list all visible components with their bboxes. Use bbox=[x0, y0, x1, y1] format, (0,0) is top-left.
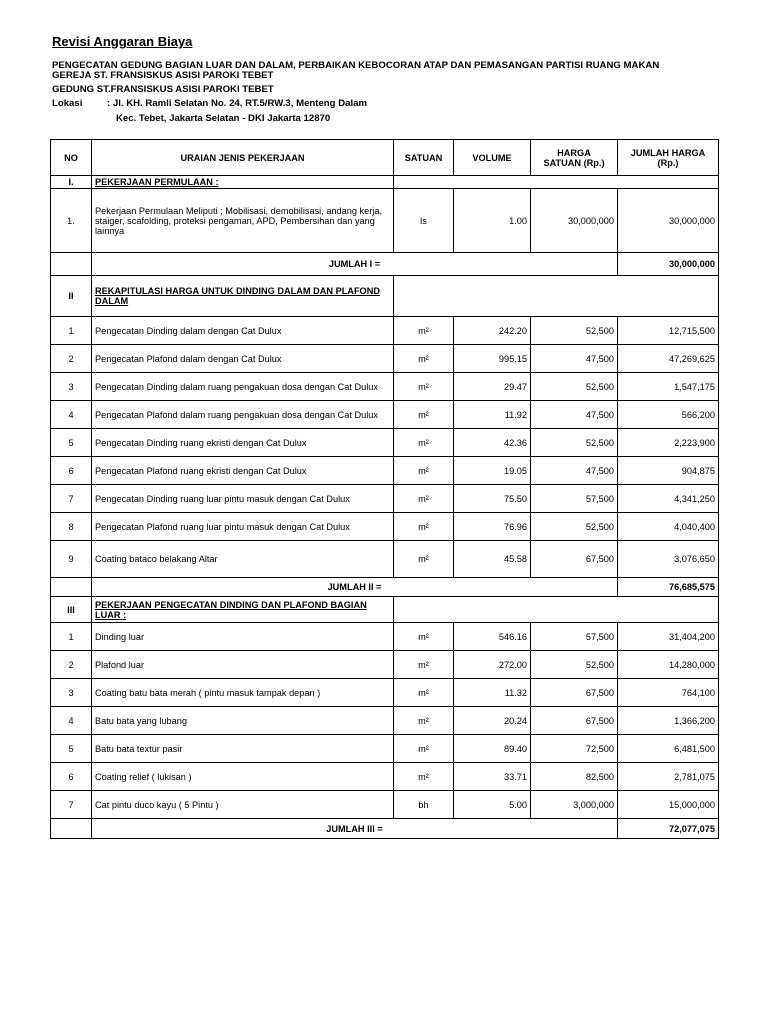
item-total: 3,076,650 bbox=[618, 541, 719, 578]
item-description: Batu bata yang lubang bbox=[92, 707, 394, 735]
item-unit: bh bbox=[394, 791, 454, 819]
section-title-blank bbox=[394, 597, 719, 623]
header-harga-line-2: SATUAN (Rp.) bbox=[543, 157, 605, 168]
item-unit-price: 52,500 bbox=[531, 373, 618, 401]
item-number: 2 bbox=[51, 345, 92, 373]
item-number: 4 bbox=[51, 707, 92, 735]
item-number: 4 bbox=[51, 401, 92, 429]
table-row bbox=[51, 763, 719, 791]
section-number: II bbox=[51, 276, 92, 317]
item-description: Pengecatan Dinding ruang ekristi dengan Cat Dulux bbox=[92, 429, 394, 457]
item-total: 764,100 bbox=[618, 679, 719, 707]
item-description: Pengecatan Plafond ruang luar pintu masuk dengan Cat Dulux bbox=[92, 513, 394, 541]
table-row bbox=[51, 345, 719, 373]
item-unit: m² bbox=[394, 429, 454, 457]
item-volume: 546.16 bbox=[454, 623, 531, 651]
sum-blank bbox=[51, 253, 92, 276]
item-unit-price: 52,500 bbox=[531, 513, 618, 541]
item-description: Pengecatan Plafond dalam dengan Cat Dulux bbox=[92, 345, 394, 373]
section-sum-label: JUMLAH I = bbox=[92, 253, 618, 276]
item-description: Coating batu bata merah ( pintu masuk tampak depan ) bbox=[92, 679, 394, 707]
item-number: 6 bbox=[51, 457, 92, 485]
item-volume: 42.36 bbox=[454, 429, 531, 457]
item-unit-price: 30,000,000 bbox=[531, 189, 618, 253]
section-number: III bbox=[51, 597, 92, 623]
item-unit: m² bbox=[394, 763, 454, 791]
section-title-row bbox=[51, 597, 719, 623]
section-sum-label: JUMLAH II = bbox=[92, 578, 618, 597]
item-volume: 995.15 bbox=[454, 345, 531, 373]
section-title-blank bbox=[394, 276, 719, 317]
table-row bbox=[51, 651, 719, 679]
section-title-row bbox=[51, 176, 719, 189]
project-title-line-1: PENGECATAN GEDUNG BAGIAN LUAR DAN DALAM, PERBAIKAN KEBOCORAN ATAP DAN PEMASANGAN PARTISI RUANG MAKAN bbox=[52, 60, 660, 71]
item-unit-price: 57,500 bbox=[531, 485, 618, 513]
section-title: PEKERJAAN PENGECATAN DINDING DAN PLAFOND BAGIAN LUAR : bbox=[95, 599, 367, 620]
table-row bbox=[51, 513, 719, 541]
item-unit: m² bbox=[394, 735, 454, 763]
item-volume: 19.05 bbox=[454, 457, 531, 485]
item-total: 30,000,000 bbox=[618, 189, 719, 253]
item-unit-price: 52,500 bbox=[531, 651, 618, 679]
item-total: 6,481,500 bbox=[618, 735, 719, 763]
section-title-row bbox=[51, 276, 719, 317]
location-label: Lokasi bbox=[52, 98, 83, 109]
item-unit-price: 67,500 bbox=[531, 679, 618, 707]
table-row bbox=[51, 791, 719, 819]
item-number: 1 bbox=[51, 623, 92, 651]
item-description: Cat pintu duco kayu ( 5 Pintu ) bbox=[92, 791, 394, 819]
table-row bbox=[51, 189, 719, 253]
item-total: 12,715,500 bbox=[618, 317, 719, 345]
item-description: Pengecatan Plafond dalam ruang pengakuan dosa dengan Cat Dulux bbox=[92, 401, 394, 429]
item-unit-price: 47,500 bbox=[531, 345, 618, 373]
item-volume: 75.50 bbox=[454, 485, 531, 513]
item-unit: m² bbox=[394, 541, 454, 578]
budget-table bbox=[50, 139, 719, 839]
item-volume: 1.00 bbox=[454, 189, 531, 253]
header-jumlah-harga bbox=[618, 140, 719, 176]
item-number: 3 bbox=[51, 679, 92, 707]
table-row bbox=[51, 317, 719, 345]
table-row bbox=[51, 485, 719, 513]
location-address-line-2: Kec. Tebet, Jakarta Selatan - DKI Jakarta 12870 bbox=[116, 113, 331, 124]
section-sum-value: 76,685,575 bbox=[618, 578, 719, 597]
item-volume: 242.20 bbox=[454, 317, 531, 345]
item-total: 47,269,625 bbox=[618, 345, 719, 373]
location-address-line-1: : Jl. KH. Ramli Selatan No. 24, RT.5/RW.3, Menteng Dalam bbox=[107, 98, 367, 109]
header-uraian: URAIAN JENIS PEKERJAAN bbox=[92, 140, 394, 176]
section-sum-label: JUMLAH III = bbox=[92, 819, 618, 839]
item-volume: 5.00 bbox=[454, 791, 531, 819]
item-volume: 20.24 bbox=[454, 707, 531, 735]
table-row bbox=[51, 707, 719, 735]
section-title-cell bbox=[92, 597, 394, 623]
item-volume: 45.58 bbox=[454, 541, 531, 578]
item-description: Pekerjaan Permulaan Meliputi ; Mobilisasi, demobilisasi, andang kerja, staiger, scafolding, proteksi pengaman, APD, Pembersihan dan yang lainnya bbox=[92, 189, 394, 253]
header-volume: VOLUME bbox=[454, 140, 531, 176]
item-number: 9 bbox=[51, 541, 92, 578]
item-description: Pengecatan Plafond ruang ekristi dengan Cat Dulux bbox=[92, 457, 394, 485]
item-unit: m² bbox=[394, 317, 454, 345]
item-description: Dinding luar bbox=[92, 623, 394, 651]
item-number: 5 bbox=[51, 429, 92, 457]
section-title-cell bbox=[92, 276, 394, 317]
item-unit-price: 52,500 bbox=[531, 429, 618, 457]
item-total: 1,366,200 bbox=[618, 707, 719, 735]
header-jumlah-line-1: JUMLAH HARGA bbox=[630, 147, 706, 158]
item-total: 566,200 bbox=[618, 401, 719, 429]
item-total: 1,547,175 bbox=[618, 373, 719, 401]
item-number: 7 bbox=[51, 485, 92, 513]
item-volume: 11.92 bbox=[454, 401, 531, 429]
item-description: Pengecatan Dinding ruang luar pintu masuk dengan Cat Dulux bbox=[92, 485, 394, 513]
section-title: REKAPITULASI HARGA UNTUK DINDING DALAM DAN PLAFOND DALAM bbox=[95, 286, 380, 306]
item-volume: 272.00 bbox=[454, 651, 531, 679]
item-number: 6 bbox=[51, 763, 92, 791]
item-volume: 11.32 bbox=[454, 679, 531, 707]
item-unit-price: 47,500 bbox=[531, 457, 618, 485]
item-unit: m² bbox=[394, 623, 454, 651]
section-sum-row bbox=[51, 819, 719, 839]
item-total: 4,341,250 bbox=[618, 485, 719, 513]
section-title: PEKERJAAN PERMULAAN : bbox=[95, 177, 219, 187]
item-number: 8 bbox=[51, 513, 92, 541]
header-satuan: SATUAN bbox=[394, 140, 454, 176]
item-unit: m² bbox=[394, 513, 454, 541]
table-row bbox=[51, 735, 719, 763]
section-sum-row bbox=[51, 578, 719, 597]
item-total: 15,000,000 bbox=[618, 791, 719, 819]
section-title-blank bbox=[394, 176, 719, 189]
item-description: Pengecatan Dinding dalam ruang pengakuan dosa dengan Cat Dulux bbox=[92, 373, 394, 401]
item-description: Pengecatan Dinding dalam dengan Cat Dulux bbox=[92, 317, 394, 345]
item-total: 14,280,000 bbox=[618, 651, 719, 679]
sum-blank bbox=[51, 578, 92, 597]
item-unit: m² bbox=[394, 457, 454, 485]
header-jumlah-line-2: (Rp.) bbox=[657, 157, 679, 168]
item-unit: m² bbox=[394, 401, 454, 429]
table-body bbox=[51, 176, 719, 839]
item-unit: m² bbox=[394, 373, 454, 401]
item-unit-price: 57,500 bbox=[531, 623, 618, 651]
item-number: 2 bbox=[51, 651, 92, 679]
item-description: Batu bata textur pasir bbox=[92, 735, 394, 763]
item-number: 1 bbox=[51, 317, 92, 345]
item-number: 7 bbox=[51, 791, 92, 819]
item-unit-price: 3,000,000 bbox=[531, 791, 618, 819]
header-no: NO bbox=[51, 140, 92, 176]
item-unit-price: 82,500 bbox=[531, 763, 618, 791]
item-total: 904,875 bbox=[618, 457, 719, 485]
item-unit-price: 67,500 bbox=[531, 541, 618, 578]
item-unit: m² bbox=[394, 651, 454, 679]
item-unit-price: 52,500 bbox=[531, 317, 618, 345]
section-sum-value: 72,077,075 bbox=[618, 819, 719, 839]
item-unit-price: 67,500 bbox=[531, 707, 618, 735]
table-row bbox=[51, 679, 719, 707]
document-title: Revisi Anggaran Biaya bbox=[52, 34, 193, 49]
building-name: GEDUNG ST.FRANSISKUS ASISI PAROKI TEBET bbox=[52, 84, 274, 95]
item-unit: m² bbox=[394, 485, 454, 513]
item-unit: m² bbox=[394, 345, 454, 373]
section-number: I. bbox=[51, 176, 92, 189]
table-row bbox=[51, 401, 719, 429]
item-unit: ls bbox=[394, 189, 454, 253]
item-total: 2,223,900 bbox=[618, 429, 719, 457]
table-row bbox=[51, 373, 719, 401]
table-row bbox=[51, 457, 719, 485]
section-sum-value: 30,000,000 bbox=[618, 253, 719, 276]
item-volume: 33.71 bbox=[454, 763, 531, 791]
header-harga-satuan bbox=[531, 140, 618, 176]
item-description: Coating bataco belakang Altar bbox=[92, 541, 394, 578]
item-number: 5 bbox=[51, 735, 92, 763]
item-volume: 76.96 bbox=[454, 513, 531, 541]
section-sum-row bbox=[51, 253, 719, 276]
item-number: 1. bbox=[51, 189, 92, 253]
item-total: 2,781,075 bbox=[618, 763, 719, 791]
header-harga-line-1: HARGA bbox=[557, 147, 591, 158]
project-title-line-2: GEREJA ST. FRANSISKUS ASISI PAROKI TEBET bbox=[52, 70, 274, 81]
table-row bbox=[51, 429, 719, 457]
item-volume: 29.47 bbox=[454, 373, 531, 401]
section-title-cell bbox=[92, 176, 394, 189]
table-row bbox=[51, 541, 719, 578]
table-row bbox=[51, 623, 719, 651]
item-number: 3 bbox=[51, 373, 92, 401]
item-unit: m² bbox=[394, 679, 454, 707]
item-total: 31,404,200 bbox=[618, 623, 719, 651]
sum-blank bbox=[51, 819, 92, 839]
item-description: Plafond luar bbox=[92, 651, 394, 679]
item-description: Coating relief ( lukisan ) bbox=[92, 763, 394, 791]
item-unit: m² bbox=[394, 707, 454, 735]
item-volume: 89.40 bbox=[454, 735, 531, 763]
item-unit-price: 72,500 bbox=[531, 735, 618, 763]
item-total: 4,040,400 bbox=[618, 513, 719, 541]
table-header-row bbox=[51, 140, 719, 176]
item-unit-price: 47,500 bbox=[531, 401, 618, 429]
